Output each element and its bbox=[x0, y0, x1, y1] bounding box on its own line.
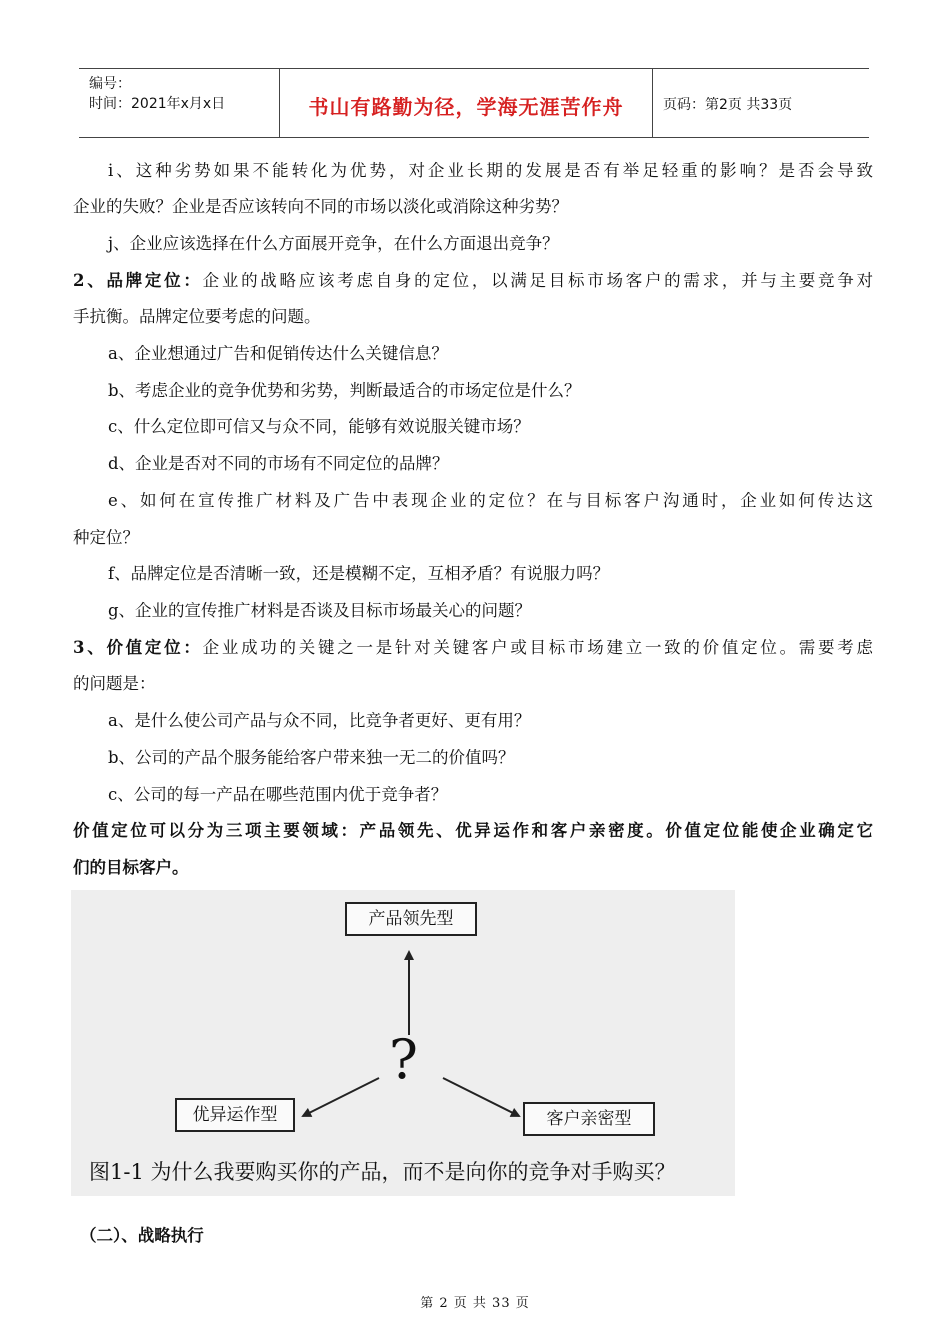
section-2-item-a: a、企业想通过广告和促销传达什么关键信息？ bbox=[108, 344, 448, 363]
section-2-item-c: c、什么定位即可信又与众不同，能够有效说服关键市场？ bbox=[108, 417, 530, 436]
figure-box-customer-intimacy: 客户亲密型 bbox=[523, 1102, 655, 1136]
paragraph-i-line1: i、这种劣势如果不能转化为优势，对企业长期的发展是否有举足轻重的影响？是否会导致 bbox=[108, 161, 873, 180]
section-2-line2: 手抗衡。品牌定位要考虑的问题。 bbox=[73, 307, 321, 326]
header-page-info: 页码：第2页 共33页 bbox=[663, 97, 793, 113]
section-2-line1: 2、品牌定位：企业的战略应该考虑自身的定位，以满足目标市场客户的需求，并与主要竞争对 bbox=[73, 271, 874, 290]
header-motto: 书山有路勤为径，学海无涯苦作舟 bbox=[308, 95, 624, 119]
paragraph-j: j、企业应该选择在什么方面展开竞争，在什么方面退出竞争？ bbox=[108, 234, 559, 253]
section-2-item-d: d、企业是否对不同的市场有不同定位的品牌？ bbox=[108, 454, 449, 473]
section-2-item-g: g、企业的宣传推广材料是否谈及目标市场最关心的问题？ bbox=[108, 601, 532, 620]
header-motto-cell bbox=[280, 69, 653, 137]
section-2-heading: 2、品牌定位： bbox=[73, 271, 203, 290]
summary-line2: 们的目标客户。 bbox=[73, 858, 189, 877]
section-2-item-e-line2: 种定位？ bbox=[73, 528, 139, 547]
section-3-line2: 的问题是： bbox=[73, 674, 156, 693]
section-2-item-f: f、品牌定位是否清晰一致，还是模糊不定，互相矛盾？有说服力吗？ bbox=[108, 564, 610, 583]
section-3-line1: 3、价值定位：企业成功的关键之一是针对关键客户或目标市场建立一致的价值定位。需要考虑 bbox=[73, 638, 874, 657]
header-page-cell bbox=[653, 69, 869, 137]
section-3-item-b: b、公司的产品个服务能给客户带来独一无二的价值吗？ bbox=[108, 748, 515, 767]
figure-value-positioning bbox=[71, 890, 735, 1196]
page-footer: 第 2 页 共 33 页 bbox=[420, 1296, 530, 1311]
section-3-item-a: a、是什么使公司产品与众不同，比竞争者更好、更有用？ bbox=[108, 711, 531, 730]
paragraph-i-line2: 企业的失败？企业是否应该转向不同的市场以淡化或消除这种劣势？ bbox=[73, 197, 568, 216]
header-meta-cell bbox=[79, 69, 280, 137]
arrow-right bbox=[443, 1078, 519, 1116]
figure-caption: 图1-1 为什么我要购买你的产品，而不是向你的竞争对手购买？ bbox=[89, 1160, 676, 1184]
section-3-item-c: c、公司的每一产品在哪些范围内优于竞争者？ bbox=[108, 785, 448, 804]
section-3-heading: 3、价值定位： bbox=[73, 638, 203, 657]
header-time-label: 时间：2021年x月x日 bbox=[89, 96, 226, 112]
header-code-label: 编号： bbox=[89, 76, 131, 92]
arrow-left bbox=[303, 1078, 379, 1116]
figure-box-operational-excellence: 优异运作型 bbox=[175, 1098, 295, 1132]
figure-question-mark: ? bbox=[389, 1028, 418, 1091]
summary-line1: 价值定位可以分为三项主要领域：产品领先、优异运作和客户亲密度。价值定位能使企业确定它 bbox=[73, 821, 873, 840]
section-two-heading: （二）、战略执行 bbox=[80, 1226, 204, 1245]
section-2-item-b: b、考虑企业的竞争优势和劣势，判断最适合的市场定位是什么？ bbox=[108, 381, 581, 400]
figure-box-product-leadership: 产品领先型 bbox=[345, 902, 477, 936]
section-2-item-e-line1: e、如何在宣传推广材料及广告中表现企业的定位？在与目标客户沟通时，企业如何传达这 bbox=[108, 491, 873, 510]
page-header bbox=[79, 68, 869, 138]
